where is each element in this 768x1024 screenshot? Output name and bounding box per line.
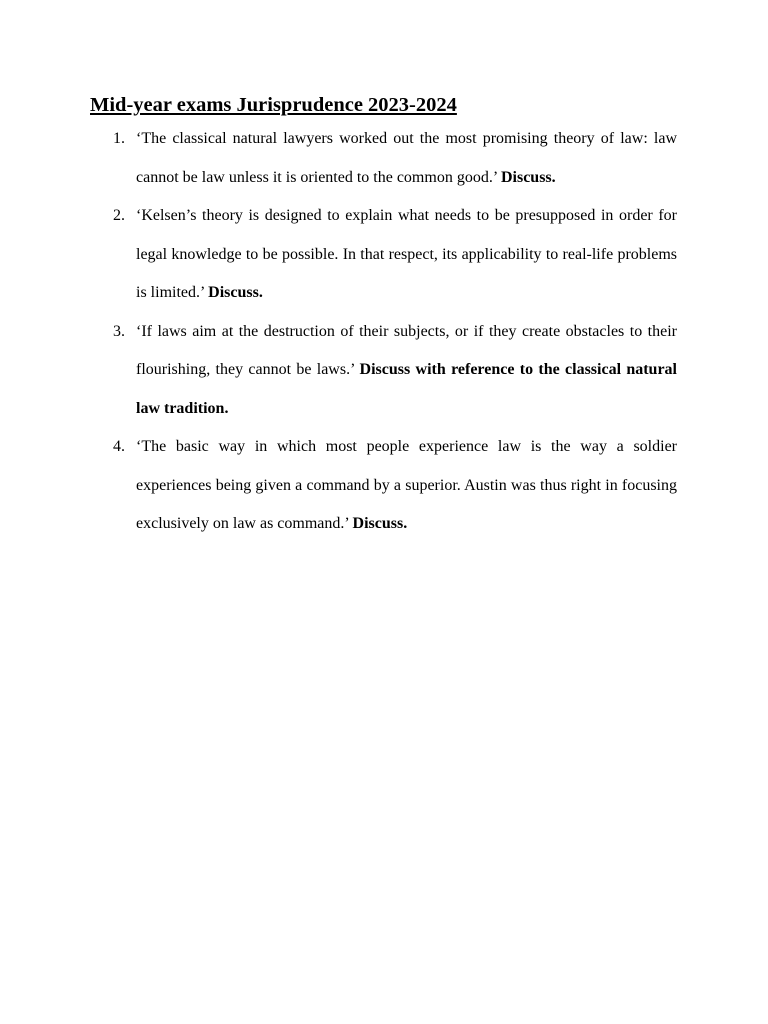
question-quote: ‘Kelsen’s theory is designed to explain what needs to be presupposed in order for legal knowledge to be possible. In that respect, its applicability to real-life problems is limited.’	[136, 207, 677, 301]
question-number: 3.	[113, 322, 125, 340]
question-instruction: Discuss.	[208, 284, 263, 301]
question-quote: ‘If laws aim at the destruction of their subjects, or if they create obstacles to their flourishing, they cannot be laws.’	[136, 322, 677, 378]
question-list	[90, 120, 677, 544]
question-item-2	[90, 197, 677, 313]
question-quote: ‘The classical natural lawyers worked out the most promising theory of law: law cannot be law unless it is oriented to the common good.’	[136, 130, 677, 186]
question-number: 2.	[113, 207, 125, 224]
question-quote: ‘The basic way in which most people experience law is the way a soldier experiences being given a command by a superior. Austin was thus right in focusing exclusively on law as command.’	[136, 438, 677, 532]
question-number: 1.	[113, 130, 125, 147]
question-instruction: Discuss.	[352, 515, 408, 532]
question-instruction: Discuss with reference to the classical natural law tradition.	[136, 361, 677, 417]
document-title: Mid-year exams Jurisprudence 2023-2024	[90, 94, 457, 116]
question-item-1	[90, 120, 677, 197]
question-instruction: Discuss.	[500, 168, 556, 186]
question-number: 4.	[113, 438, 125, 455]
question-item-4	[90, 428, 677, 544]
question-item-3	[90, 313, 677, 429]
